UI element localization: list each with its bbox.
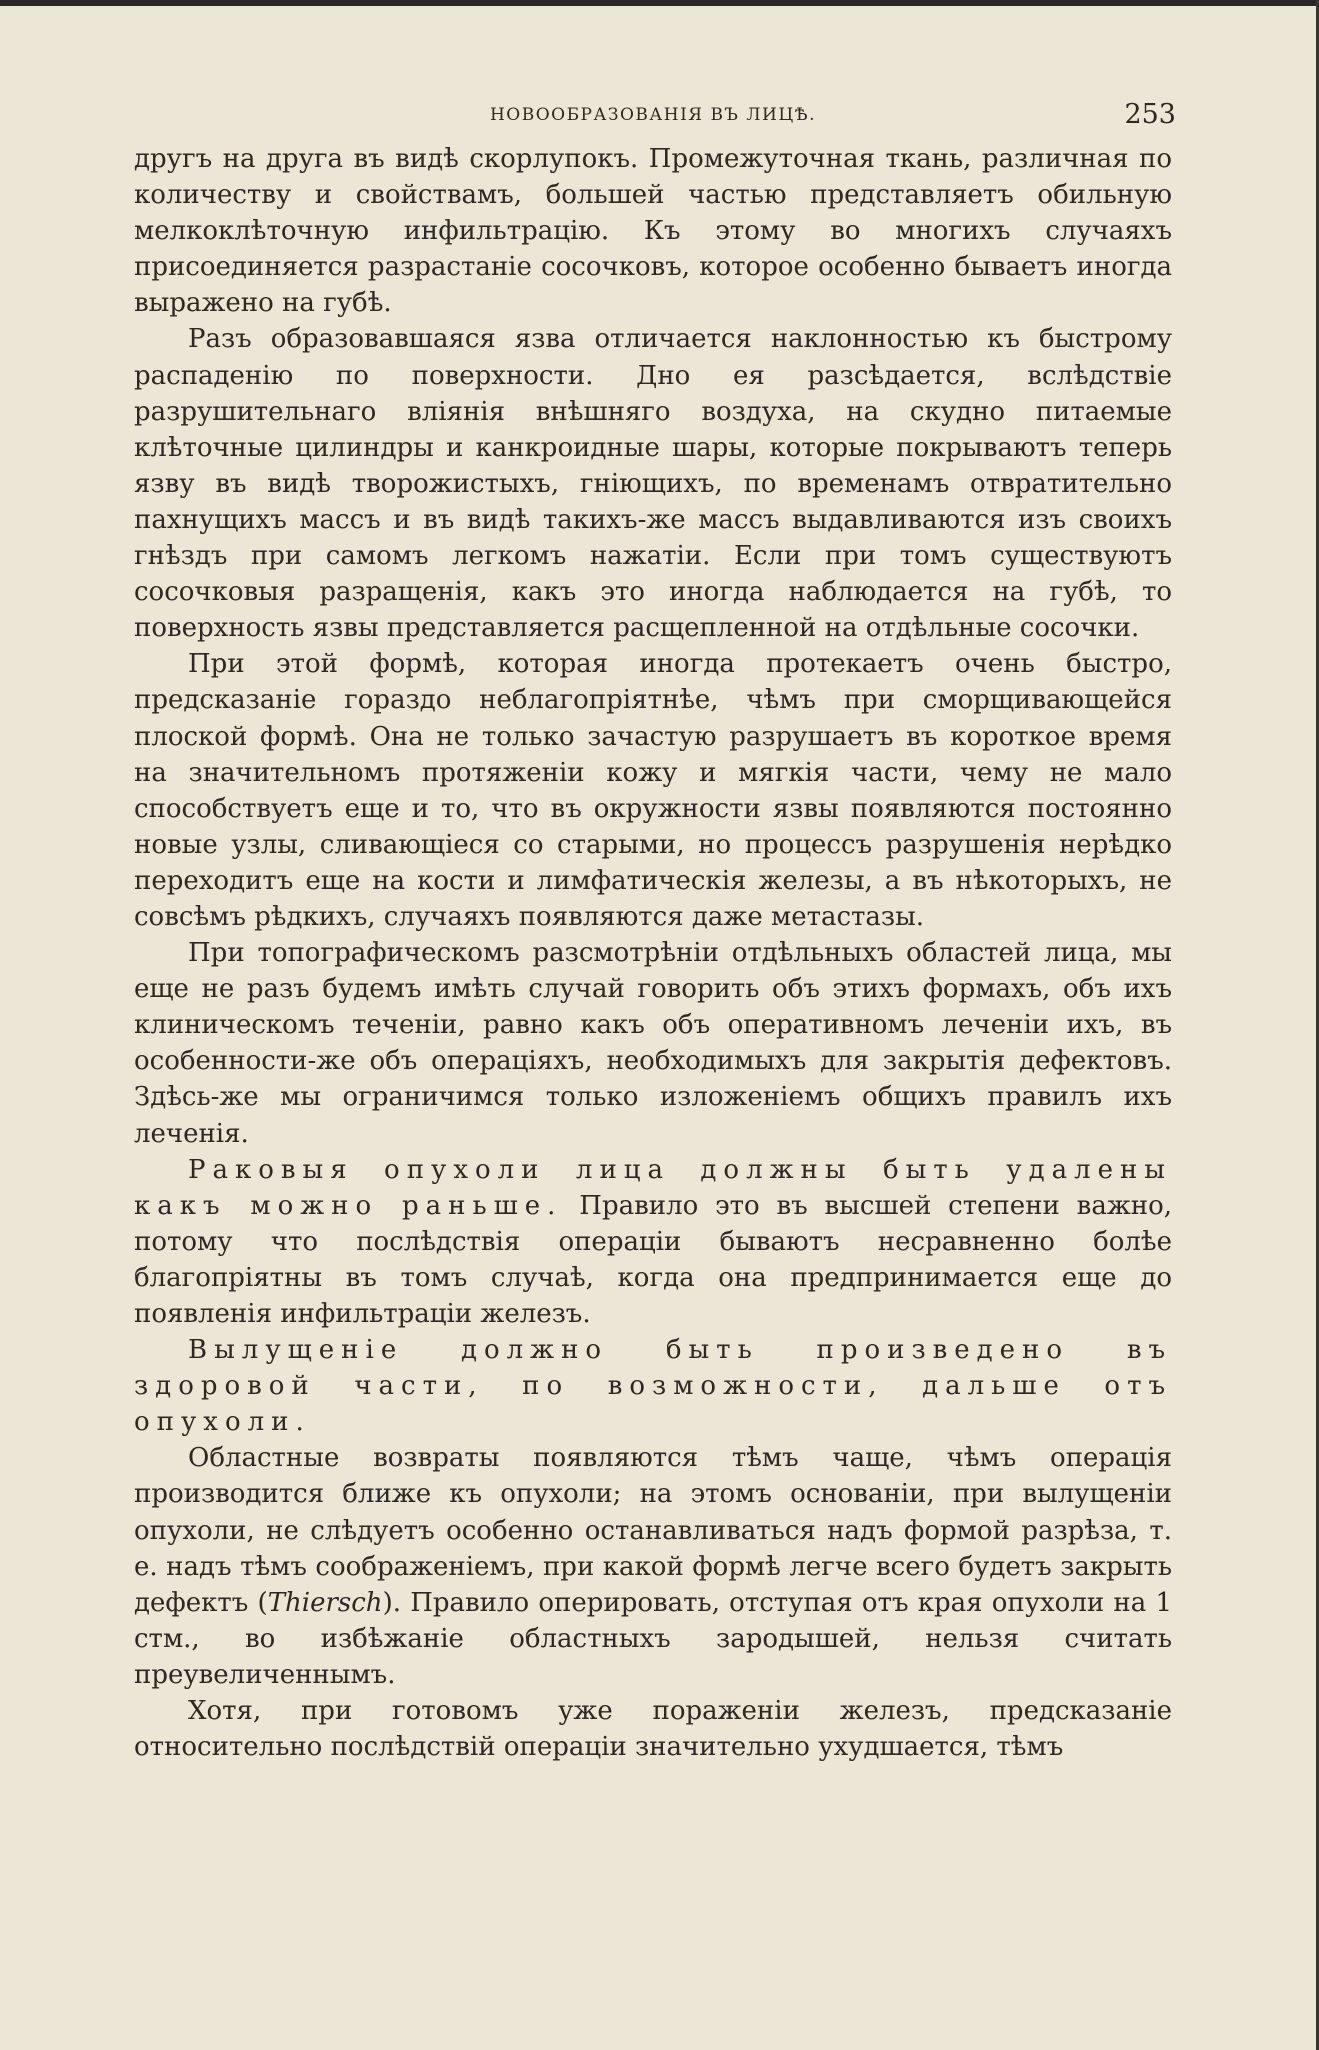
paragraph-1-text: другъ на друга въ видѣ скорлупокъ. Промежуточная ткань, различная по количеству и свойствамъ, большей частью представляетъ обильную мелкоклѣточную инфильтрацію. Къ этому во многихъ случаяхъ присоединяется разрастаніе сосочковъ, которое особенно бываетъ иногда выражено на губѣ. [134,144,1172,319]
scan-top-edge [0,0,1319,6]
running-title: НОВООБРАЗОВАНІЯ ВЪ ЛИЦѢ. [489,105,817,125]
paragraph-8 [134,1693,1172,1765]
paragraph-7 [134,1440,1172,1693]
paragraph-1 [134,141,1172,321]
author-name-italic: Thiersch [267,1587,383,1618]
paragraph-7-text-after: ). Правило оперировать, отступая отъ края опухоли на 1 стм., во избѣжаніе областныхъ зародышей, нельзя считать преувеличеннымъ. [134,1587,1173,1690]
paragraph-3 [134,646,1172,935]
paragraph-5-text: Правило это въ высшей степени важно, потому что послѣдствія операціи бываютъ несравненно болѣе благопріятны въ томъ случаѣ, когда она предпринимается еще до появленія инфильтраціи железъ. [134,1190,1172,1329]
paragraph-7-text: Областные возвраты появляются тѣмъ чаще, чѣмъ операція производится ближе къ опухоли; на этомъ основаніи, при вылущеніи опухоли, не слѣдуетъ особенно останавливаться надъ формой разрѣза, т. е. надъ тѣмъ соображеніемъ, при какой формѣ легче всего будетъ закрыть дефектъ ( [134,1443,1172,1618]
paragraph-2-text: Разъ образовавшаяся язва отличается наклонностью къ быстрому распаденію по поверхности. Дно ея разсѣдается, вслѣдствіе разрушительнаго вліянія внѣшняго воздуха, на скудно питаемые клѣточные цилиндры и канкроидные шары, которые покрываютъ теперь язву въ видѣ творожистыхъ, гніющихъ, по временамъ отвратительно пахнущихъ массъ и въ видѣ такихъ-же массъ выдавливаются изъ своихъ гнѣздъ при самомъ легкомъ нажатіи. Если при томъ существуютъ сосочковыя разращенія, какъ это иногда наблюдается на губѣ, то поверхность язвы представляется расщепленной на отдѣльные сосочки. [134,324,1172,644]
body-text [134,141,1172,1765]
paragraph-5-spaced-emphasis: Раковыя опухоли лица должны быть удалены какъ можно раньше. [134,1154,1172,1221]
paragraph-4-text: При топографическомъ разсмотрѣніи отдѣльныхъ областей лица, мы еще не разъ будемъ имѣть случай говорить объ этихъ формахъ, объ ихъ клиническомъ теченіи, равно какъ объ оперативномъ леченіи ихъ, въ особенности-же объ операціяхъ, необходимыхъ для закрытія дефектовъ. Здѣсь-же мы ограничимся только изложеніемъ общихъ правилъ ихъ леченія. [134,938,1172,1149]
paragraph-3-text: При этой формѣ, которая иногда протекаетъ очень быстро, предсказаніе гораздо неблагопріятнѣе, чѣмъ при сморщивающейся плоской формѣ. Она не только зачастую разрушаетъ въ короткое время на значительномъ протяженіи кожу и мягкія части, чему не мало способствуетъ еще и то, что въ окружности язвы появляются постоянно новые узлы, сливающіеся со старыми, но процессъ разрушенія нерѣдко переходитъ еще на кости и лимфатическія железы, а въ нѣкоторыхъ, не совсѣмъ рѣдкихъ, случаяхъ появляются даже метастазы. [134,649,1172,932]
paragraph-8-text: Хотя, при готовомъ уже пораженіи железъ, предсказаніе относительно послѣдствій операціи значительно ухудшается, тѣмъ [134,1696,1172,1763]
paragraph-2 [134,321,1172,646]
running-head [134,95,1176,141]
paragraph-4 [134,935,1172,1152]
page-number: 253 [1124,99,1176,130]
paragraph-6 [134,1332,1172,1440]
book-page [134,95,1176,1765]
paragraph-6-spaced-emphasis: Вылущеніе должно быть произведено въ здоровой части, по возможности, дальше отъ опухоли. [134,1335,1172,1438]
paragraph-5 [134,1152,1172,1332]
